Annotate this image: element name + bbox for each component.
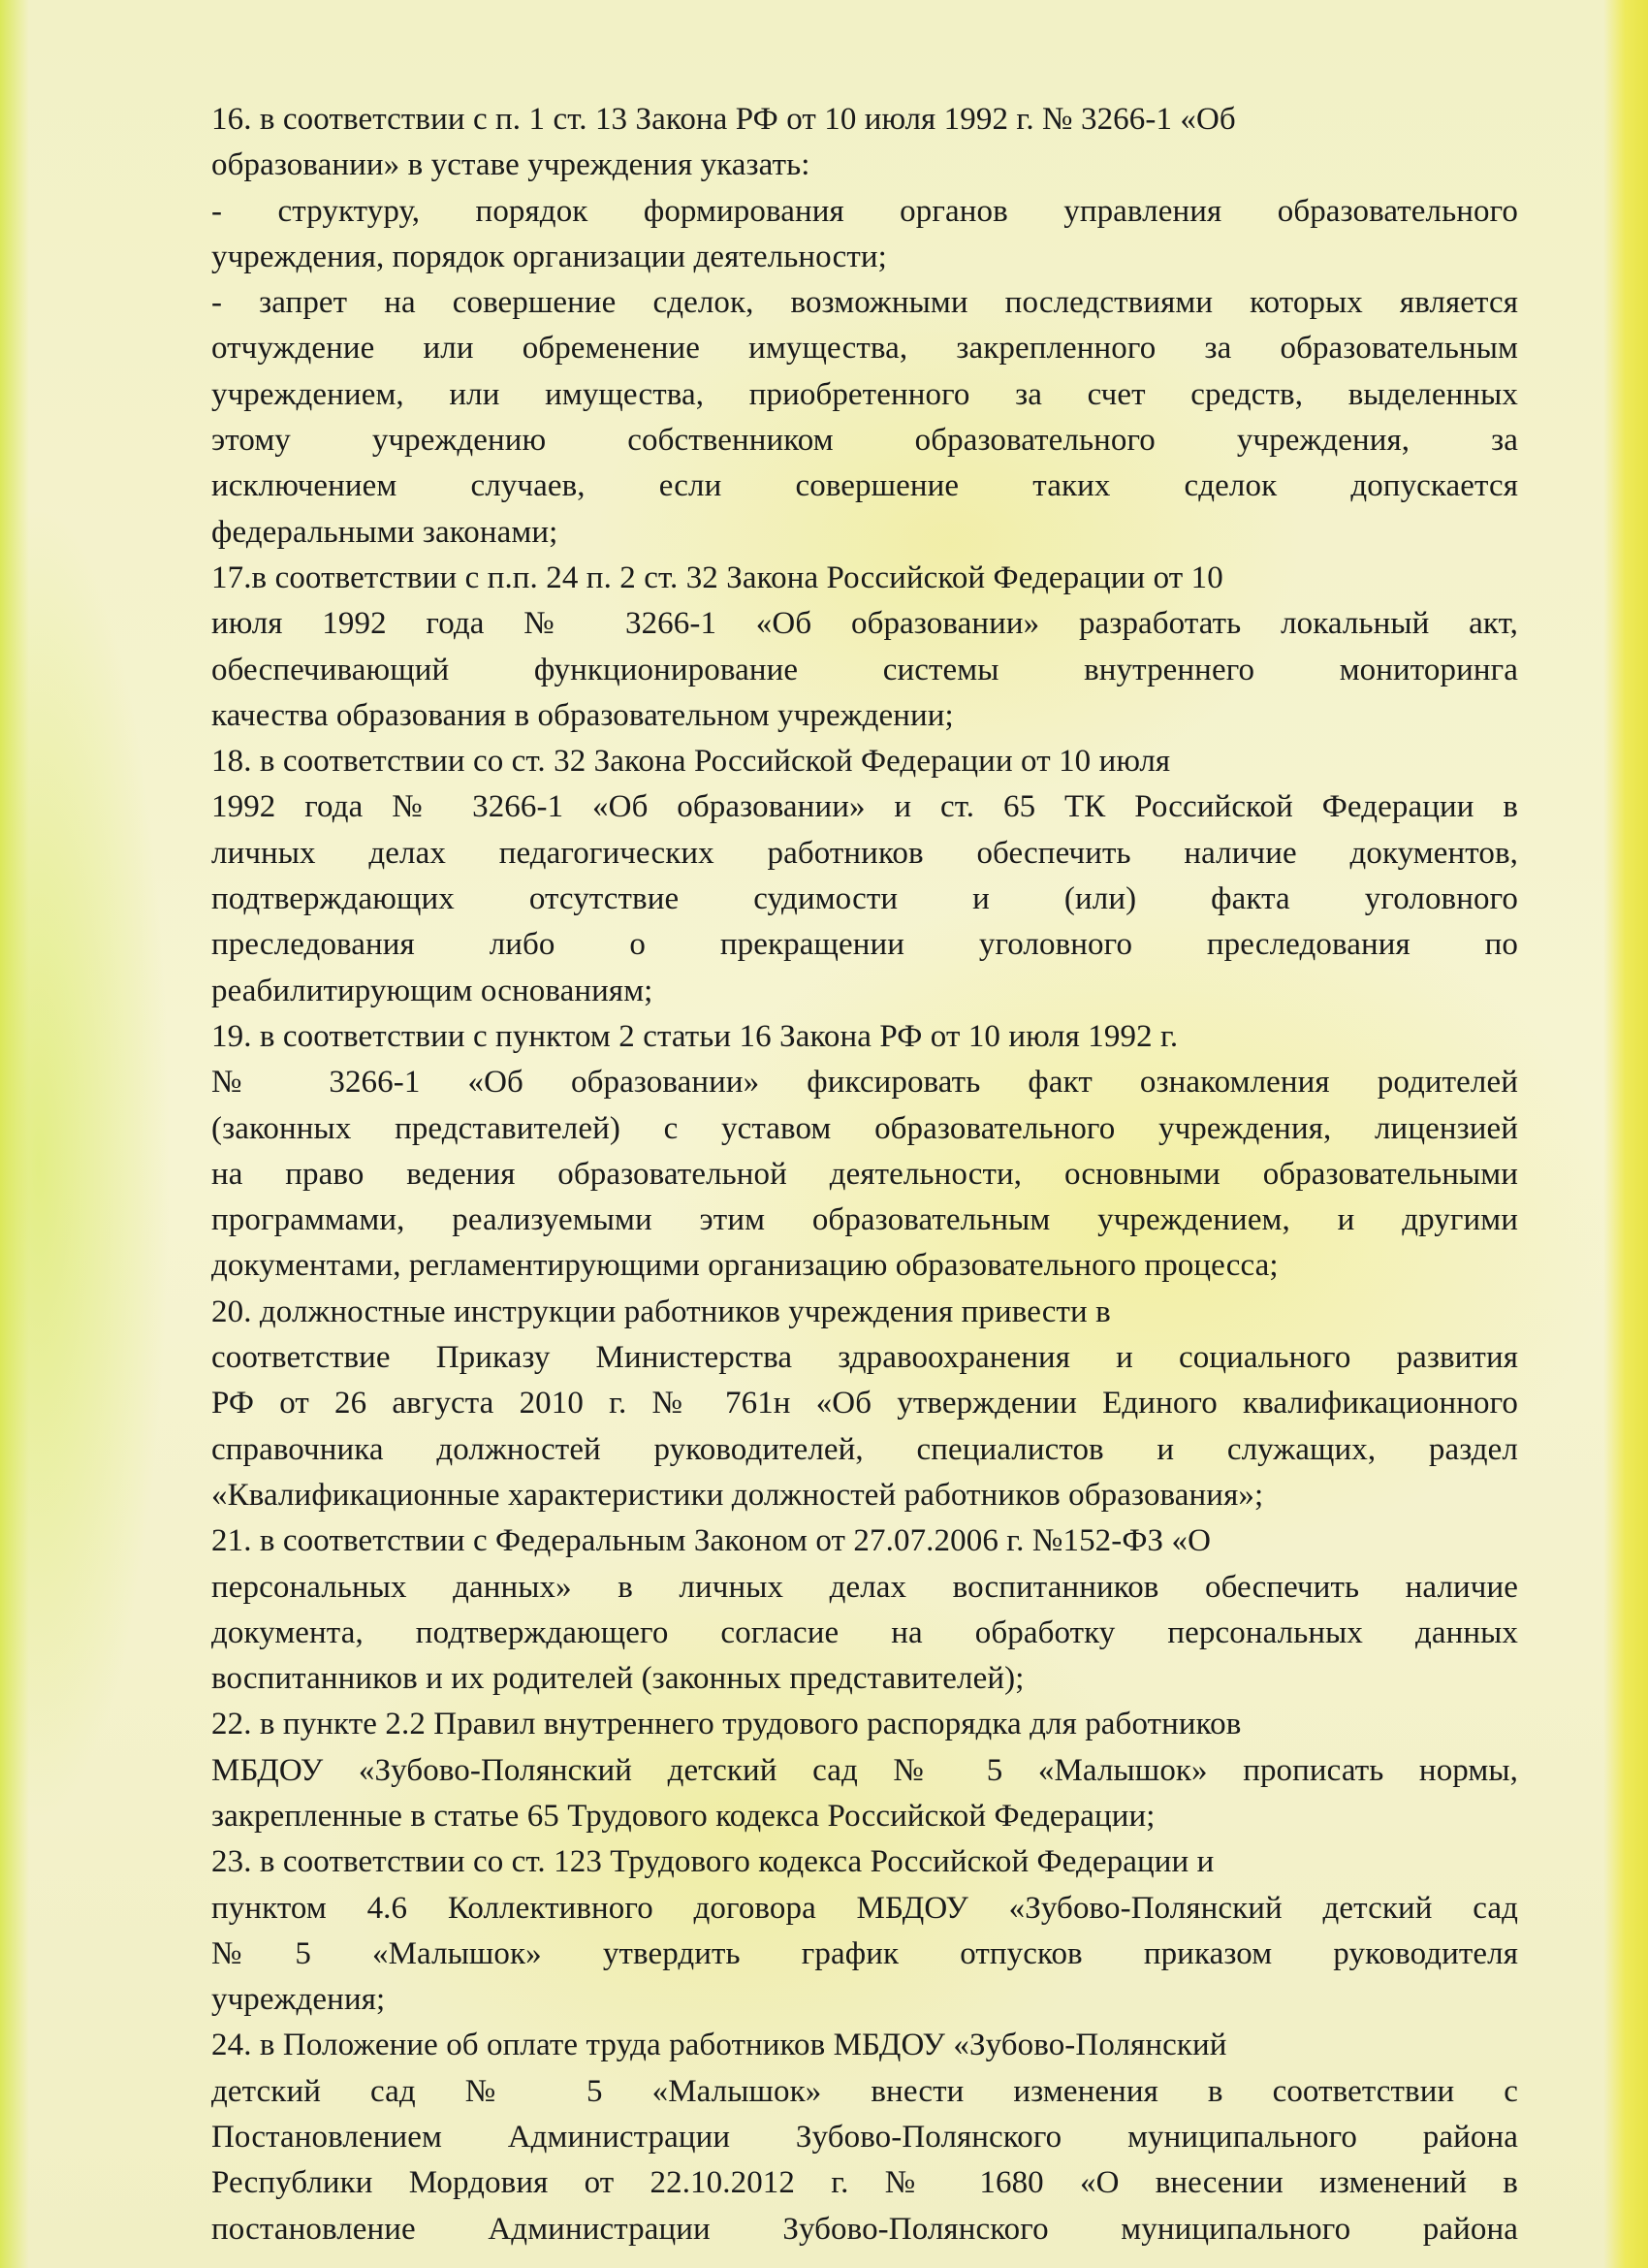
text-line: программами, реализуемыми этим образовательным учреждением, и другими	[211, 1202, 1518, 1238]
text-line: 18. в соответствии со ст. 32 Закона Российской Федерации от 10 июля	[211, 744, 1171, 780]
text-line: «Квалификационные характеристики должностей работников образования»;	[211, 1477, 1264, 1513]
text-line: №5 «Малышок» утвердить график отпусков приказом руководителя	[211, 1935, 1518, 1971]
text-line: 20. должностные инструкции работников учреждения привести в	[211, 1294, 1111, 1329]
text-line: учреждения;	[211, 1982, 386, 2018]
text-line: РФ от 26 августа 2010 г. № 761н «Об утверждении Единого квалификационного	[211, 1386, 1518, 1421]
text-line: обеспечивающий функционирование системы внутреннего мониторинга	[211, 652, 1518, 687]
text-line: детский сад № 5 «Малышок» внести изменения в соответствии с	[211, 2073, 1518, 2109]
clause-16	[211, 97, 1518, 556]
text-line: отчуждение или обременение имущества, закрепленного за образовательным	[211, 331, 1518, 367]
text-line: учреждения, порядок организации деятельности;	[211, 239, 887, 274]
text-line: документа, подтверждающего согласие на обработку персональных данных	[211, 1614, 1518, 1650]
clause-20	[211, 1290, 1518, 1518]
text-line: 22. в пункте 2.2 Правил внутреннего трудового распорядка для работников	[211, 1707, 1242, 1742]
text-line: персональных данных» в личных делах воспитанников обеспечить наличие	[211, 1569, 1518, 1605]
text-line: 17.в соответствии с п.п. 24 п. 2 ст. 32 Закона Российской Федерации от 10	[211, 559, 1223, 595]
text-line: справочника должностей руководителей, специалистов и служащих, раздел	[211, 1431, 1518, 1467]
text-line: соответствие Приказу Министерства здравоохранения и социального развития	[211, 1340, 1518, 1376]
text-line: Республики Мордовия от 22.10.2012 г. № 1680 «О внесении изменений в	[211, 2165, 1518, 2201]
text-line: пунктом 4.6 Коллективного договора МБДОУ «Зубово-Полянский детский сад	[211, 1890, 1518, 1926]
clause-17	[211, 556, 1518, 739]
clause-18	[211, 739, 1518, 1014]
text-line: 16. в соответствии с п. 1 ст. 13 Закона РФ от 10 июля 1992 г. № 3266-1 «Об	[211, 102, 1236, 137]
text-line: этому учреждению собственником образовательного учреждения, за	[211, 423, 1518, 459]
text-line: 23. в соответствии со ст. 123 Трудового кодекса Российской Федерации и	[211, 1844, 1215, 1880]
text-line: подтверждающих отсутствие судимости и (или) факта уголовного	[211, 881, 1518, 917]
text-line: преследования либо о прекращении уголовного преследования по	[211, 927, 1518, 963]
text-line: Постановлением Администрации Зубово-Полянского муниципального района	[211, 2120, 1518, 2156]
text-line: 1992 года № 3266-1 «Об образовании» и ст. 65 ТК Российской Федерации в	[211, 789, 1518, 825]
clause-19	[211, 1014, 1518, 1290]
clause-23	[211, 1839, 1518, 2023]
text-line: 19. в соответствии с пунктом 2 статьи 16 Закона РФ от 10 июля 1992 г.	[211, 1018, 1179, 1054]
text-line: реабилитирующим основаниям;	[211, 973, 653, 1008]
text-line: МБДОУ «Зубово-Полянский детский сад № 5 «Малышок» прописать нормы,	[211, 1752, 1518, 1788]
text-line: документами, регламентирующими организацию образовательного процесса;	[211, 1248, 1279, 1284]
text-line: качества образования в образовательном учреждении;	[211, 697, 954, 733]
document-body	[211, 97, 1518, 2252]
clause-22	[211, 1702, 1518, 1839]
page-left-edge	[0, 0, 29, 2268]
text-line: образовании» в уставе учреждения указать:	[211, 147, 810, 183]
text-line: личных делах педагогических работников обеспечить наличие документов,	[211, 835, 1518, 871]
text-line: закрепленные в статье 65 Трудового кодекса Российской Федерации;	[211, 1798, 1156, 1834]
text-line: - запрет на совершение сделок, возможными последствиями которых является	[211, 285, 1518, 321]
text-line: (законных представителей) с уставом образовательного учреждения, лицензией	[211, 1110, 1518, 1146]
text-line: на право ведения образовательной деятельности, основными образовательными	[211, 1156, 1518, 1192]
text-line: 21. в соответствии с Федеральным Законом от 27.07.2006 г. №152-ФЗ «О	[211, 1523, 1212, 1559]
page-right-edge	[1603, 0, 1648, 2268]
text-line: № 3266-1 «Об образовании» фиксировать факт ознакомления родителей	[211, 1065, 1518, 1101]
text-line: - структуру, порядок формирования органов управления образовательного	[211, 193, 1518, 229]
clause-24	[211, 2023, 1518, 2252]
text-line: постановление Администрации Зубово-Полянского муниципального района	[211, 2211, 1518, 2247]
clause-21	[211, 1518, 1518, 1702]
text-line: учреждением, или имущества, приобретенного за счет средств, выделенных	[211, 376, 1518, 412]
text-line: воспитанников и их родителей (законных представителей);	[211, 1661, 1025, 1697]
text-line: 24. в Положение об оплате труда работников МБДОУ «Зубово-Полянский	[211, 2028, 1227, 2063]
text-line: федеральными законами;	[211, 514, 558, 550]
text-line: исключением случаев, если совершение таких сделок допускается	[211, 468, 1518, 504]
text-line: июля 1992 года № 3266-1 «Об образовании» разработать локальный акт,	[211, 606, 1518, 642]
